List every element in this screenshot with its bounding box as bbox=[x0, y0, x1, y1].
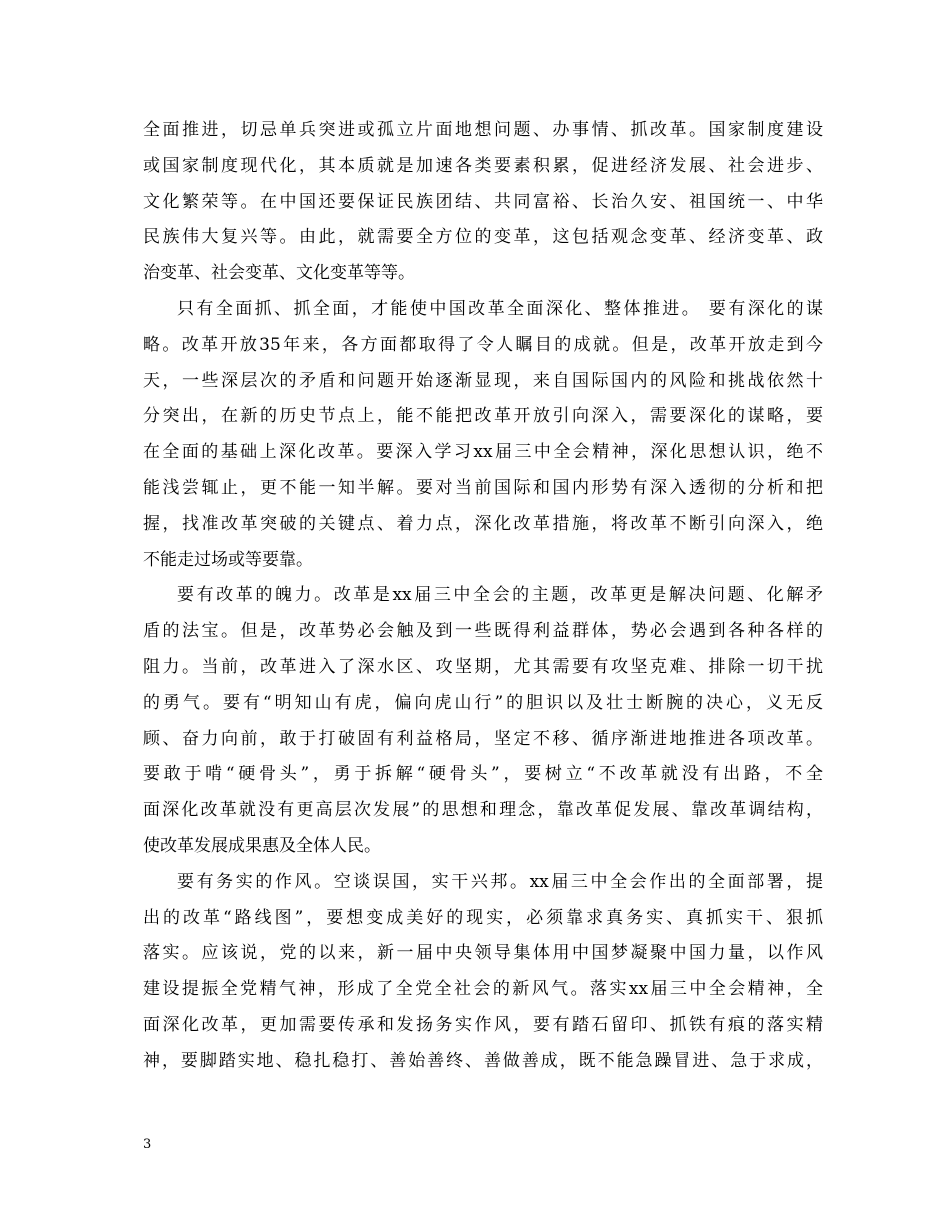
text-line: 要有改革的魄力。改革是xx届三中全会的主题，改革更是解决问题、化解矛 bbox=[177, 585, 823, 606]
text-line: 治变革、社会变革、文化变革等等。 bbox=[143, 263, 415, 284]
body-text bbox=[143, 113, 823, 1080]
text-line: 使改革发展成果惠及全体人民。 bbox=[143, 835, 381, 856]
text-line: 天，一些深层次的矛盾和问题开始逐渐显现，来自国际国内的风险和挑战依然十 bbox=[143, 370, 823, 391]
text-line: 面深化改革就没有更高层次发展”的思想和理念，靠改革促发展、靠改革调结构， bbox=[143, 800, 823, 821]
text-line: 面深化改革，更加需要传承和发扬务实作风，要有踏石留印、抓铁有痕的落实精 bbox=[143, 1014, 823, 1035]
paragraph-4 bbox=[143, 865, 823, 1080]
text-line: 握，找准改革突破的关键点、着力点，深化改革措施，将改革不断引向深入，绝 bbox=[143, 513, 823, 534]
text-line: 盾的法宝。但是，改革势必会触及到一些既得利益群体，势必会遇到各种各样的 bbox=[143, 621, 823, 642]
text-line: 略。改革开放35年来，各方面都取得了令人瞩目的成就。但是，改革开放走到今 bbox=[143, 334, 823, 355]
text-line: 阻力。当前，改革进入了深水区、攻坚期，尤其需要有攻坚克难、排除一切干扰 bbox=[143, 656, 823, 677]
text-line: 落实。应该说，党的以来，新一届中央领导集体用中国梦凝聚中国力量，以作风 bbox=[143, 943, 823, 964]
text-line: 的勇气。要有“明知山有虎，偏向虎山行”的胆识以及壮士断腕的决心，义无反 bbox=[143, 692, 823, 713]
paragraph-3 bbox=[143, 578, 823, 864]
paragraph-2 bbox=[143, 292, 823, 578]
text-line: 全面推进，切忌单兵突进或孤立片面地想问题、办事情、抓改革。国家制度建设 bbox=[143, 120, 823, 140]
text-line: 或国家制度现代化，其本质就是加速各类要素积累，促进经济发展、社会进步、 bbox=[143, 155, 823, 176]
text-line: 建设提振全党精气神，形成了全党全社会的新风气。落实xx届三中全会精神，全 bbox=[143, 979, 823, 1000]
text-line: 能浅尝辄止，更不能一知半解。要对当前国际和国内形势有深入透彻的分析和把 bbox=[143, 477, 823, 498]
text-line: 在全面的基础上深化改革。要深入学习xx届三中全会精神，深化思想认识，绝不 bbox=[143, 442, 823, 463]
text-line: 文化繁荣等。在中国还要保证民族团结、共同富裕、长治久安、祖国统一、中华 bbox=[143, 191, 823, 212]
text-line: 要有务实的作风。空谈误国，实干兴邦。xx届三中全会作出的全面部署，提 bbox=[177, 871, 823, 892]
text-line: 只有全面抓、抓全面，才能使中国改革全面深化、整体推进。 要有深化的谋 bbox=[177, 298, 823, 319]
text-line: 出的改革“路线图”，要想变成美好的现实，必须靠求真务实、真抓实干、狠抓 bbox=[143, 907, 823, 928]
text-line: 神，要脚踏实地、稳扎稳打、善始善终、善做善成，既不能急躁冒进、急于求成， bbox=[143, 1050, 823, 1071]
paragraph-1 bbox=[143, 113, 823, 292]
text-line: 民族伟大复兴等。由此，就需要全方位的变革，这包括观念变革、经济变革、政 bbox=[143, 227, 823, 248]
text-line: 分突出，在新的历史节点上，能不能把改革开放引向深入，需要深化的谋略，要 bbox=[143, 406, 823, 427]
text-line: 顾、奋力向前，敢于打破固有利益格局，坚定不移、循序渐进地推进各项改革。 bbox=[143, 728, 823, 749]
text-line: 要敢于啃“硬骨头”，勇于拆解“硬骨头”，要树立“不改革就没有出路，不全 bbox=[143, 764, 823, 785]
text-line: 不能走过场或等要靠。 bbox=[143, 549, 313, 570]
page-number: 3 bbox=[143, 1137, 152, 1152]
